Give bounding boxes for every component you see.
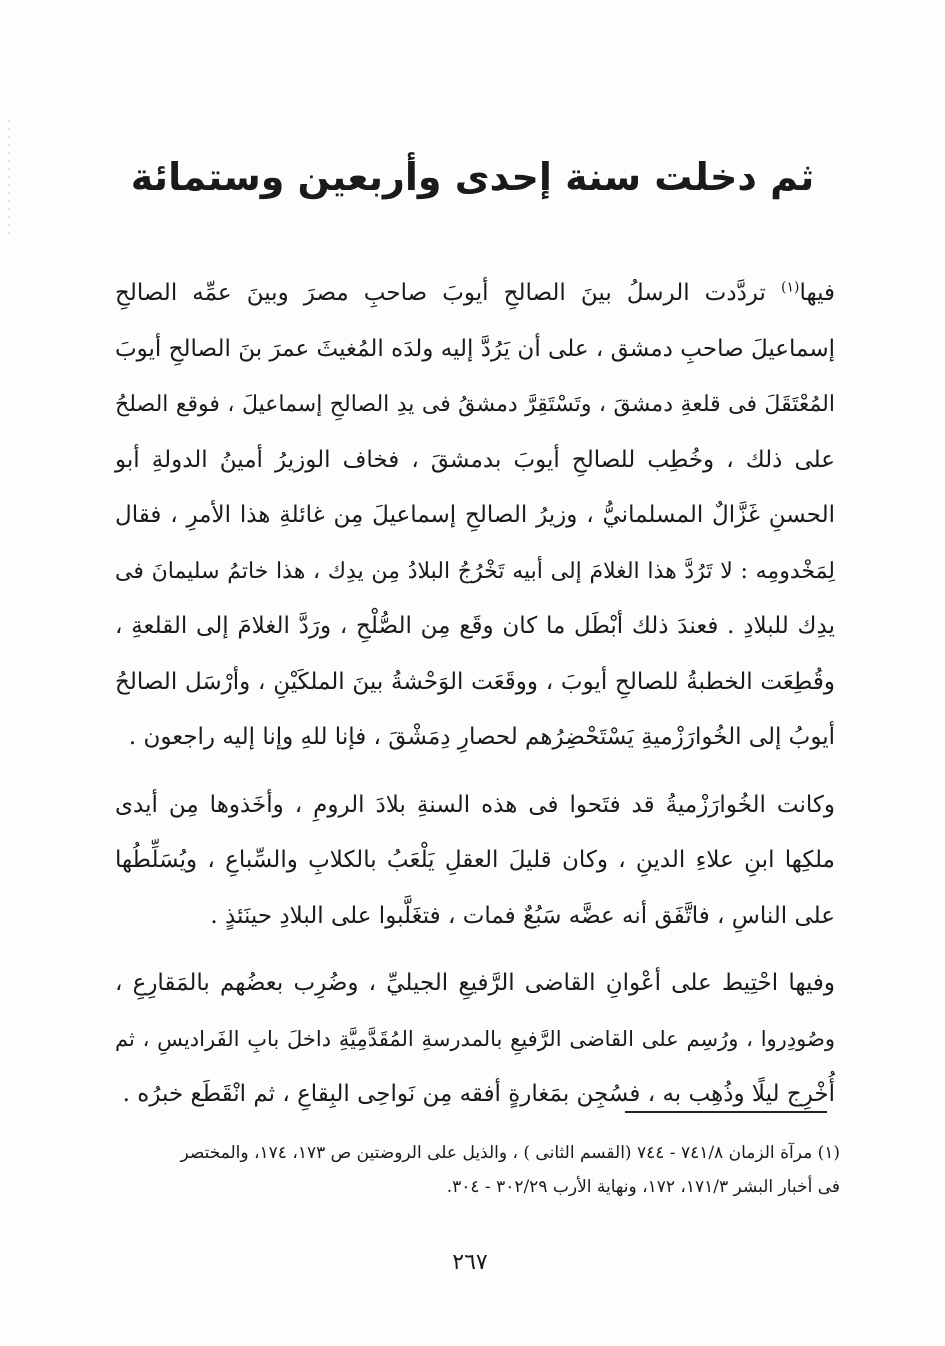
text-line: ملكِها ابنِ علاءِ الدينِ ، وكان قليلَ العقلِ يَلْعَبُ بالكلابِ والسِّباعِ ، ويُسَلِّطُها (115, 847, 835, 873)
text-line: وصُودِروا ، ورُسِم على القاضى الرَّفيعِ بالمدرسةِ المُقَدَّمِيَّةِ داخلَ بابِ الفَراديسِ ، ثم (115, 1026, 835, 1051)
footnote-line: فى أخبار البشر ١٧١/٣، ١٧٢، ونهاية الأرب ٣٠٢/٢٩ - ٣٠٤. (446, 1177, 840, 1197)
text-line: الحسنِ غَزَّالٌ المسلمانيُّ ، وزيرُ الصالحِ إسماعيلَ مِن غائلةِ هذا الأمرِ ، فقال (115, 502, 835, 528)
footnote-ref: (١) (780, 279, 800, 296)
paragraph-1 (115, 266, 835, 766)
page-number: ٢٦٧ (452, 1250, 488, 1275)
text-line: وقُطِعَت الخطبةُ للصالحِ أيوبَ ، ووقَعَت الوَحْشةُ بينَ الملكَيْنِ ، وأرْسَل الصالحُ (115, 668, 835, 695)
text-line: إسماعيلَ صاحبِ دمشق ، على أن يَرُدَّ إليه ولدَه المُغيثَ عمرَ بنَ الصالحِ أيوبَ (115, 335, 835, 362)
text-segment: فيها (799, 280, 835, 306)
text-segment: تردَّدت الرسلُ بينَ الصالحِ أيوبَ صاحبِ مصرَ وبينَ عمِّه الصالحِ (115, 280, 781, 306)
text-line: على الناسِ ، فاتَّفَق أنه عضَّه سَبُعٌ فمات ، فتغَلَّبوا على البلادِ حينَئذٍ . (210, 902, 835, 929)
scan-artifact (8, 120, 10, 240)
footnote-line: (١) مرآة الزمان ٧٤١/٨ - ٧٤٤ (القسم الثانى ) ، والذيل على الروضتين ص ١٧٣، ١٧٤، والمختصر (180, 1143, 840, 1163)
text-line: يدِك للبلادِ . فعندَ ذلك أبْطَل ما كان وقَع مِن الصُّلْحِ ، ورَدَّ الغلامَ إلى القلعةِ ، (115, 613, 835, 639)
text-line: أيوبُ إلى الخُوارَزْميةِ يَسْتَحْضِرُهم لحصارِ دِمَشْقَ ، فإنا للهِ وإنا إليه راجعون . (128, 724, 835, 750)
chapter-title: ثم دخلت سنة إحدى وأربعين وستمائة (130, 155, 815, 199)
text-line: وفيها احْتِيط على أعْوانِ القاضى الرَّفيعِ الجيليِّ ، وضُرِب بعضُهم بالمَقارِعِ ، (115, 970, 835, 996)
text-line: أُخْرِج ليلًا وذُهِب به ، فسُجِن بمَغارةٍ أفقه مِن نَواحِى البِقاعِ ، ثم انْقَطَع خبرُه . (122, 1081, 835, 1107)
text-line (115, 266, 835, 322)
paragraph-3 (115, 956, 835, 1123)
text-line: وكانت الخُوارَزْميةُ قد فتَحوا فى هذه السنةِ بلادَ الرومِ ، وأخَذوها مِن أيدى (115, 791, 835, 818)
text-line: لِمَخْدومِه : لا تَرُدَّ هذا الغلامَ إلى أبيه تَخْرُجُ البلادُ مِن يدِك ، هذا خاتمُ سليمانَ فى (115, 558, 835, 584)
footnote (110, 1136, 840, 1204)
paragraph-2 (115, 778, 835, 945)
text-line: على ذلك ، وخُطِب للصالحِ أيوبَ بدمشقَ ، فخاف الوزيرُ أمينُ الدولةِ أبو (115, 446, 835, 473)
main-text (115, 266, 835, 1135)
text-line: المُعْتَقَلَ فى قلعةِ دمشقَ ، وتَسْتَقِرَّ دمشقُ فى يدِ الصالحِ إسماعيلَ ، فوقع الصلحُ (115, 392, 835, 417)
footnote-separator (625, 1111, 827, 1113)
